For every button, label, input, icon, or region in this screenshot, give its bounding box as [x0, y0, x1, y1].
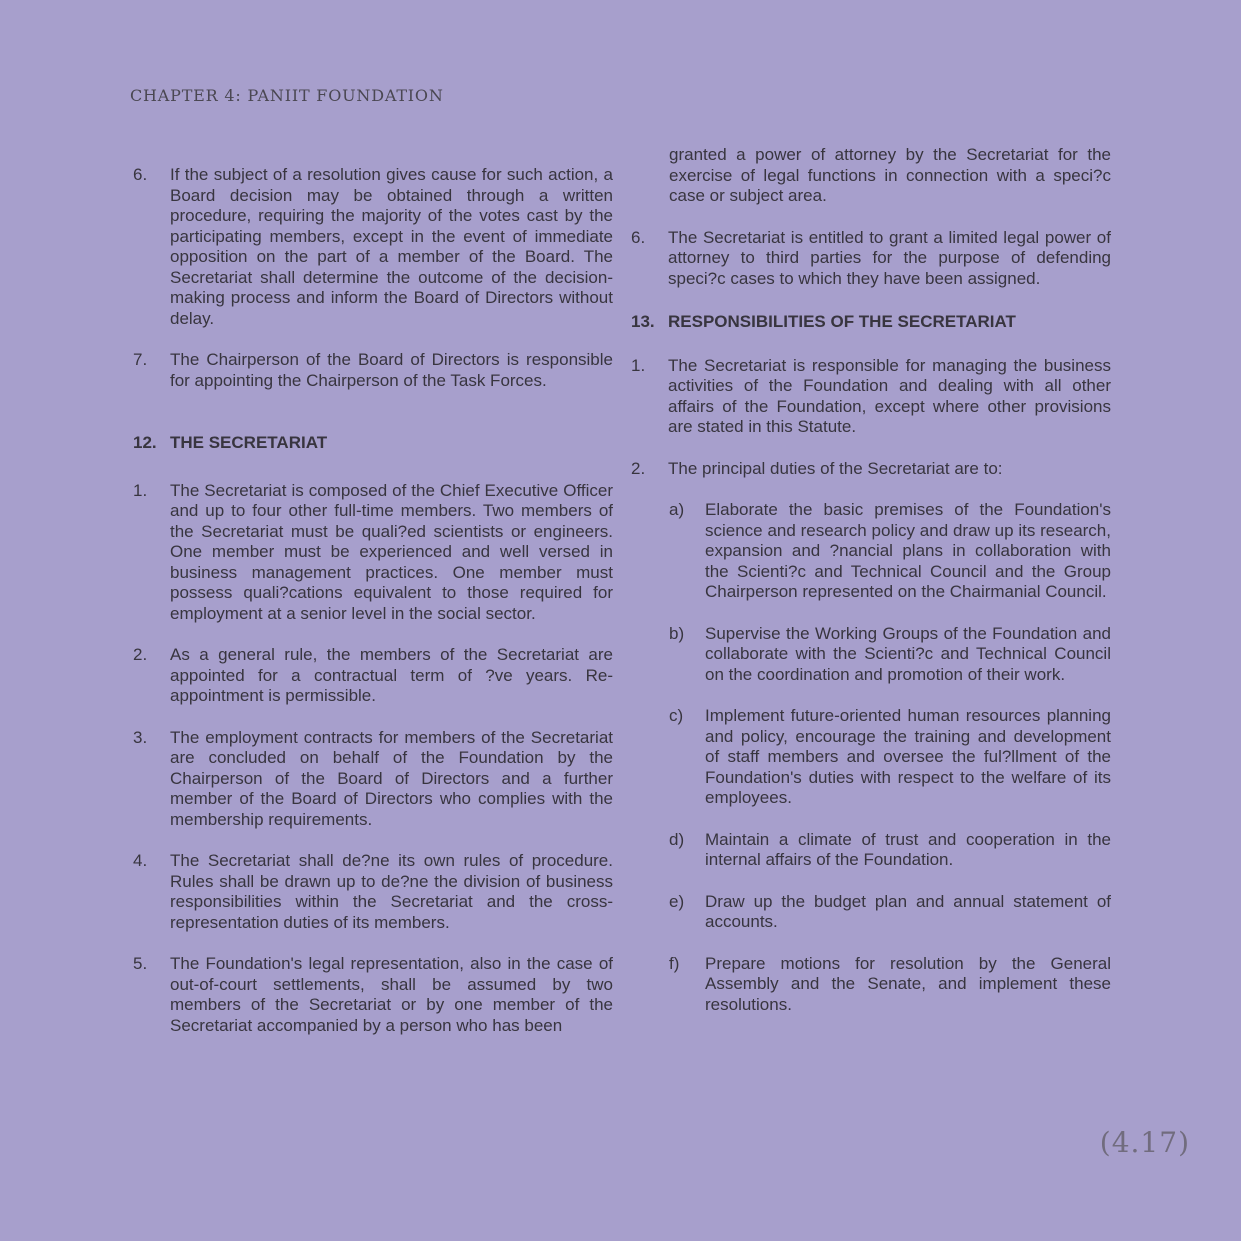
continuation-paragraph: granted a power of attorney by the Secretariat for the exercise of legal functions in connection with a speci?c case or subject area.	[669, 145, 1111, 205]
left-column	[133, 165, 613, 1057]
sub-item-text: Implement future-oriented human resources planning and policy, encourage the training and development of staff members and oversee the ful?llment of the Foundation's duties with respect to the welfare of its employees.	[705, 706, 1111, 807]
right-column	[631, 145, 1111, 1036]
list-item	[133, 645, 613, 707]
sub-item-letter: b)	[669, 623, 685, 643]
item-text: The Secretariat shall de?ne its own rules of procedure. Rules shall be drawn up to de?ne the division of business responsibilities within the Secretariat and the cross-representation duties of its members.	[170, 851, 613, 932]
item-text: The principal duties of the Secretariat are to:	[668, 458, 1003, 478]
list-item	[133, 728, 613, 831]
item-number: 6.	[133, 165, 148, 184]
list-item	[133, 165, 613, 329]
item-text: The employment contracts for members of the Secretariat are concluded on behalf of the Foundation by the Chairperson of the Board of Directors and a further member of the Board of Directors who complies with the membership requirements.	[170, 727, 613, 829]
list-item	[133, 954, 613, 1036]
sub-list-item	[669, 706, 1111, 809]
section-title: THE SECRETARIAT	[170, 433, 328, 452]
item-number: 1.	[133, 480, 148, 500]
item-number: 7.	[133, 350, 148, 369]
section-number: 13.	[631, 312, 655, 331]
list-item	[133, 851, 613, 933]
sub-list-item	[669, 954, 1111, 1016]
sub-item-letter: a)	[669, 500, 685, 519]
item-text: If the subject of a resolution gives cause for such action, a Board decision may be obtained through a written procedure, requiring the majority of the votes cast by the participating members, except in the event of immediate opposition on the part of a member of the Board. The Secretariat shall determine the outcome of the decision-making process and inform the Board of Directors without delay.	[170, 165, 613, 328]
page-number: (4.17)	[1099, 1126, 1190, 1159]
section-heading-responsibilities	[631, 312, 1111, 333]
sub-list-item	[669, 500, 1111, 603]
sub-item-text: Draw up the budget plan and annual statement of accounts.	[705, 891, 1111, 931]
section-title: RESPONSIBILITIES OF THE SECRETARIAT	[668, 312, 1016, 331]
section-number: 12.	[133, 433, 157, 452]
sub-item-list	[669, 500, 1111, 1015]
list-item	[631, 459, 1111, 480]
list-item	[133, 350, 613, 391]
item-number: 6.	[631, 227, 646, 247]
list-item	[133, 481, 613, 625]
item-number: 4.	[133, 851, 148, 870]
list-item	[631, 356, 1111, 438]
item-text: The Secretariat is entitled to grant a limited legal power of attorney to third parties for the purpose of defending speci?c cases to which they have been assigned.	[668, 227, 1111, 288]
item-number: 2.	[631, 458, 646, 478]
item-text: The Secretariat is composed of the Chief Executive Officer and up to four other full-time members. Two members of the Secretariat must be quali?ed scientists or engineers. One member must be experienced and well versed in business management practices. One member must possess quali?cations equivalent to those required for employment at a senior level in the social sector.	[170, 480, 613, 623]
sub-item-text: Elaborate the basic premises of the Foundation's science and research policy and draw up its research, expansion and ?nancial plans in collaboration with the Scienti?c and Technical Council and the Group Chairperson represented on the Chairmanial Council.	[705, 500, 1111, 601]
sub-item-letter: e)	[669, 891, 685, 911]
section-heading-secretariat	[133, 433, 613, 454]
item-text: The Secretariat is responsible for managing the business activities of the Foundation and dealing with all other affairs of the Foundation, except where other provisions are stated in this Statute.	[668, 355, 1111, 436]
item-text: The Chairperson of the Board of Directors is responsible for appointing the Chairperson of the Task Forces.	[170, 350, 613, 390]
sub-item-text: Maintain a climate of trust and cooperation in the internal affairs of the Foundation.	[705, 829, 1111, 869]
item-text: As a general rule, the members of the Secretariat are appointed for a contractual term of ?ve years. Re-appointment is permissible.	[170, 645, 613, 705]
item-text: The Foundation's legal representation, also in the case of out-of-court settlements, shall be assumed by two members of the Secretariat or by one member of the Secretariat accompanied by a person who has been	[170, 954, 613, 1035]
sub-item-text: Supervise the Working Groups of the Foundation and collaborate with the Scienti?c and Technical Council on the coordination and promotion of their work.	[705, 623, 1111, 684]
sub-list-item	[669, 830, 1111, 871]
sub-item-text: Prepare motions for resolution by the General Assembly and the Senate, and implement these resolutions.	[705, 953, 1111, 1014]
sub-list-item	[669, 624, 1111, 686]
sub-item-letter: c)	[669, 706, 684, 725]
item-number: 3.	[133, 727, 148, 747]
sub-item-letter: f)	[669, 953, 680, 973]
item-number: 1.	[631, 355, 646, 375]
sub-item-letter: d)	[669, 829, 685, 849]
item-number: 2.	[133, 645, 148, 664]
chapter-header: CHAPTER 4: PANIIT FOUNDATION	[130, 86, 444, 105]
item-number: 5.	[133, 954, 148, 973]
sub-list-item	[669, 892, 1111, 933]
list-item	[631, 228, 1111, 290]
